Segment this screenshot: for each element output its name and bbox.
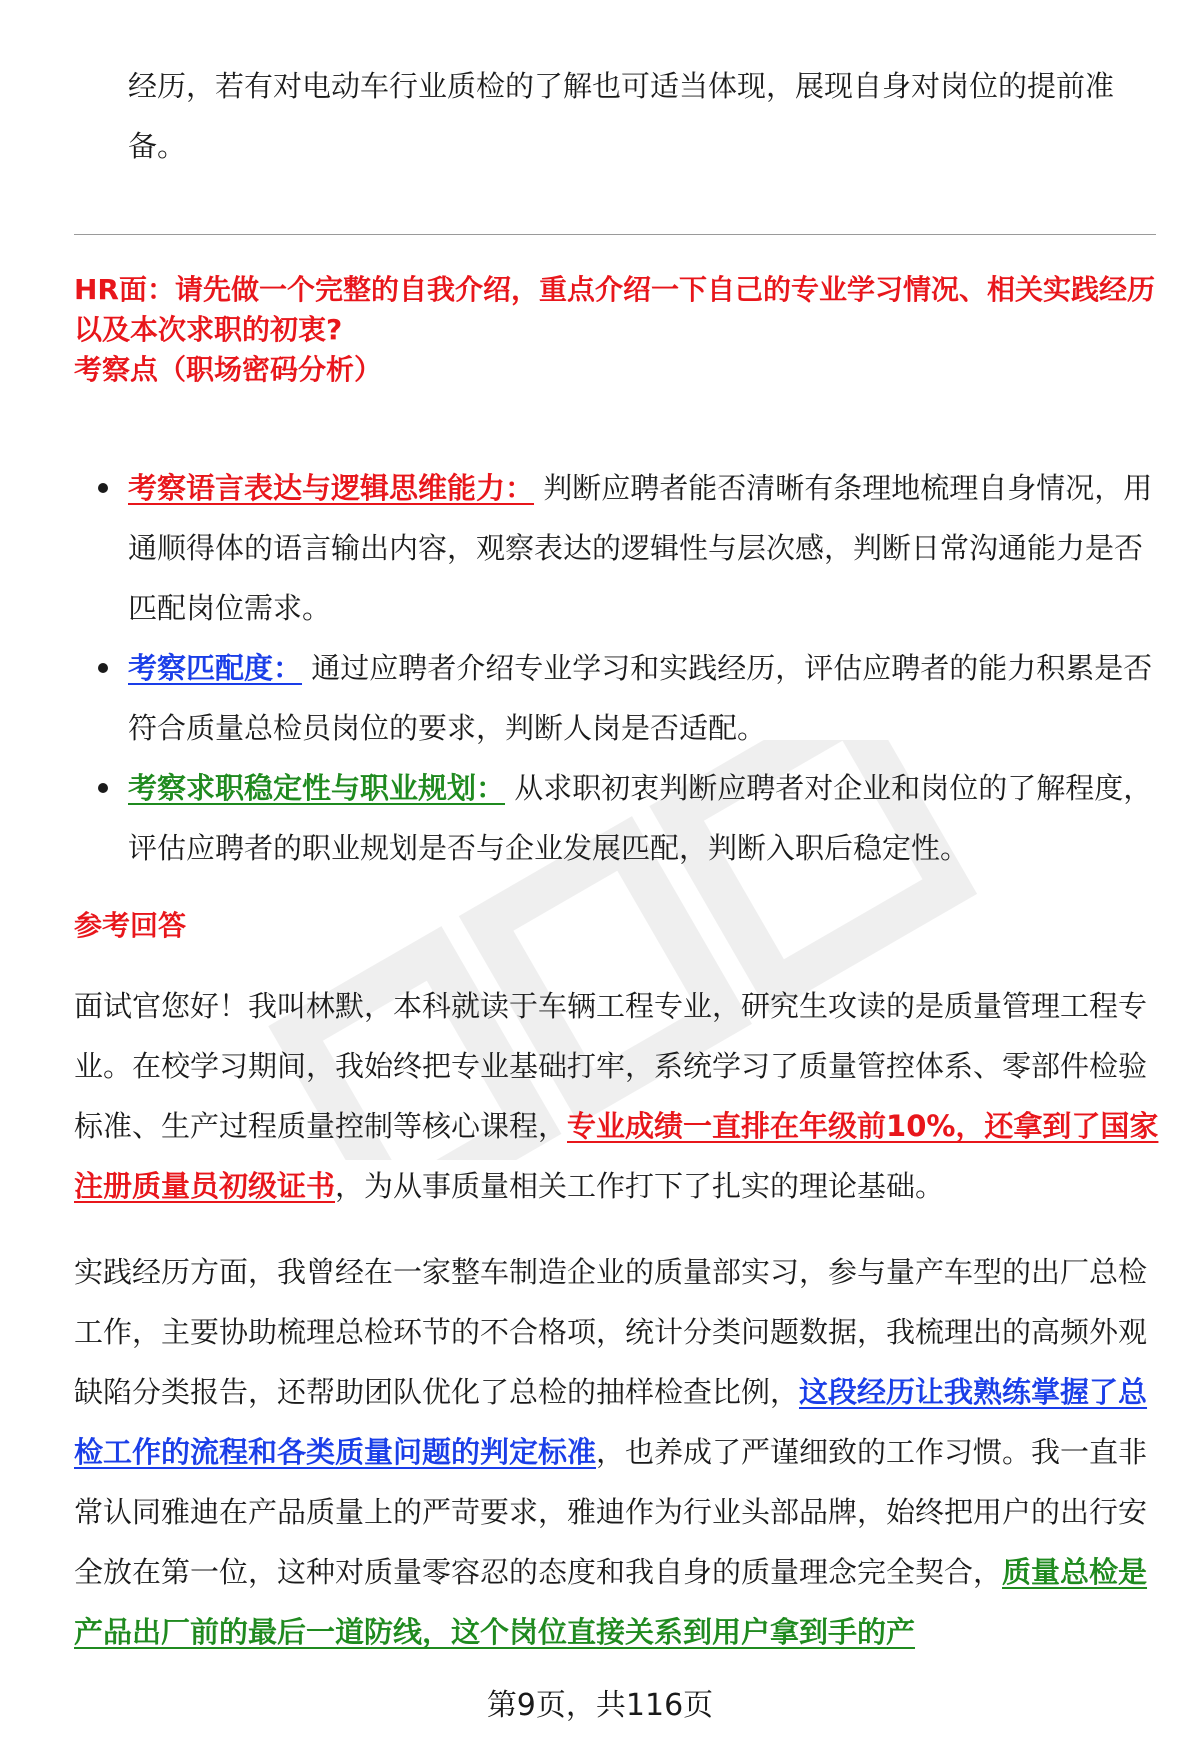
answer-text: 面试官您好！我叫林默，本科就读于车辆工程专业，研究生攻读的是质量管理工程专业。在校学习期间，我始终把专业基础打牢，系统学习了质量管控体系、零部件检验标准、生产过程质量控制等核心课程， (74, 989, 1148, 1143)
analysis-point (0, 638, 1200, 758)
answer-heading: 参考回答 (74, 909, 187, 942)
bullet-icon (98, 783, 108, 793)
analysis-point-text: 通过应聘者介绍专业学习和实践经历，评估应聘者的能力积累是否符合质量总检员岗位的要求，判断人岗是否适配。 (128, 651, 1153, 745)
answer-highlight-green: 质量总检是产品出厂前的最后一道防线，这个岗位直接关系到用户拿到手的产 (74, 1555, 1148, 1649)
answer-paragraph-2 (74, 1242, 1160, 1662)
analysis-point-body (128, 638, 1160, 758)
section-divider (74, 234, 1156, 235)
answer-paragraph-1 (74, 976, 1160, 1216)
answer-text: 实践经历方面，我曾经在一家整车制造企业的质量部实习，参与量产车型的出厂总检工作，主要协助梳理总检环节的不合格项，统计分类问题数据，我梳理出的高频外观缺陷分类报告，还帮助团队优化了总检的抽样检查比例， (74, 1255, 1148, 1409)
analysis-point-text: 判断应聘者能否清晰有条理地梳理自身情况，用通顺得体的语言输出内容，观察表达的逻辑性与层次感，判断日常沟通能力是否匹配岗位需求。 (128, 471, 1153, 625)
answer-text: ，为从事质量相关工作打下了扎实的理论基础。 (335, 1169, 945, 1203)
answer-highlight-blue: 这段经历让我熟练掌握了总检工作的流程和各类质量问题的判定标准 (74, 1375, 1148, 1469)
interview-question: HR面：请先做一个完整的自我介绍，重点介绍一下自己的专业学习情况、相关实践经历以及本次求职的初衷? (74, 273, 1155, 346)
bullet-icon (98, 483, 108, 493)
page-footer: 第9页，共116页 (486, 1688, 714, 1723)
analysis-point-body (128, 458, 1160, 638)
analysis-point (0, 458, 1200, 638)
answer-text: ，也养成了严谨细致的工作习惯。我一直非常认同雅迪在产品质量上的严苛要求，雅迪作为行业头部品牌，始终把用户的出行安全放在第一位，这种对质量零容忍的态度和我自身的质量理念完全契合， (74, 1435, 1148, 1589)
intro-continuation: 经历，若有对电动车行业质检的了解也可适当体现，展现自身对岗位的提前准备。 (128, 69, 1115, 163)
analysis-heading: 考察点（职场密码分析） (74, 353, 383, 386)
analysis-point-text: 从求职初衷判断应聘者对企业和岗位的了解程度，评估应聘者的职业规划是否与企业发展匹配，判断入职后稳定性。 (128, 771, 1153, 865)
answer-highlight-red: 专业成绩一直排在年级前10%，还拿到了国家注册质量员初级证书 (74, 1109, 1159, 1203)
bullet-icon (98, 663, 108, 673)
analysis-point-list (0, 458, 1200, 878)
analysis-point-label: 考察匹配度： (128, 651, 303, 685)
analysis-point (0, 758, 1200, 878)
analysis-point-label: 考察求职稳定性与职业规划： (128, 771, 506, 805)
analysis-point-body (128, 758, 1160, 878)
analysis-point-label: 考察语言表达与逻辑思维能力： (128, 471, 535, 505)
